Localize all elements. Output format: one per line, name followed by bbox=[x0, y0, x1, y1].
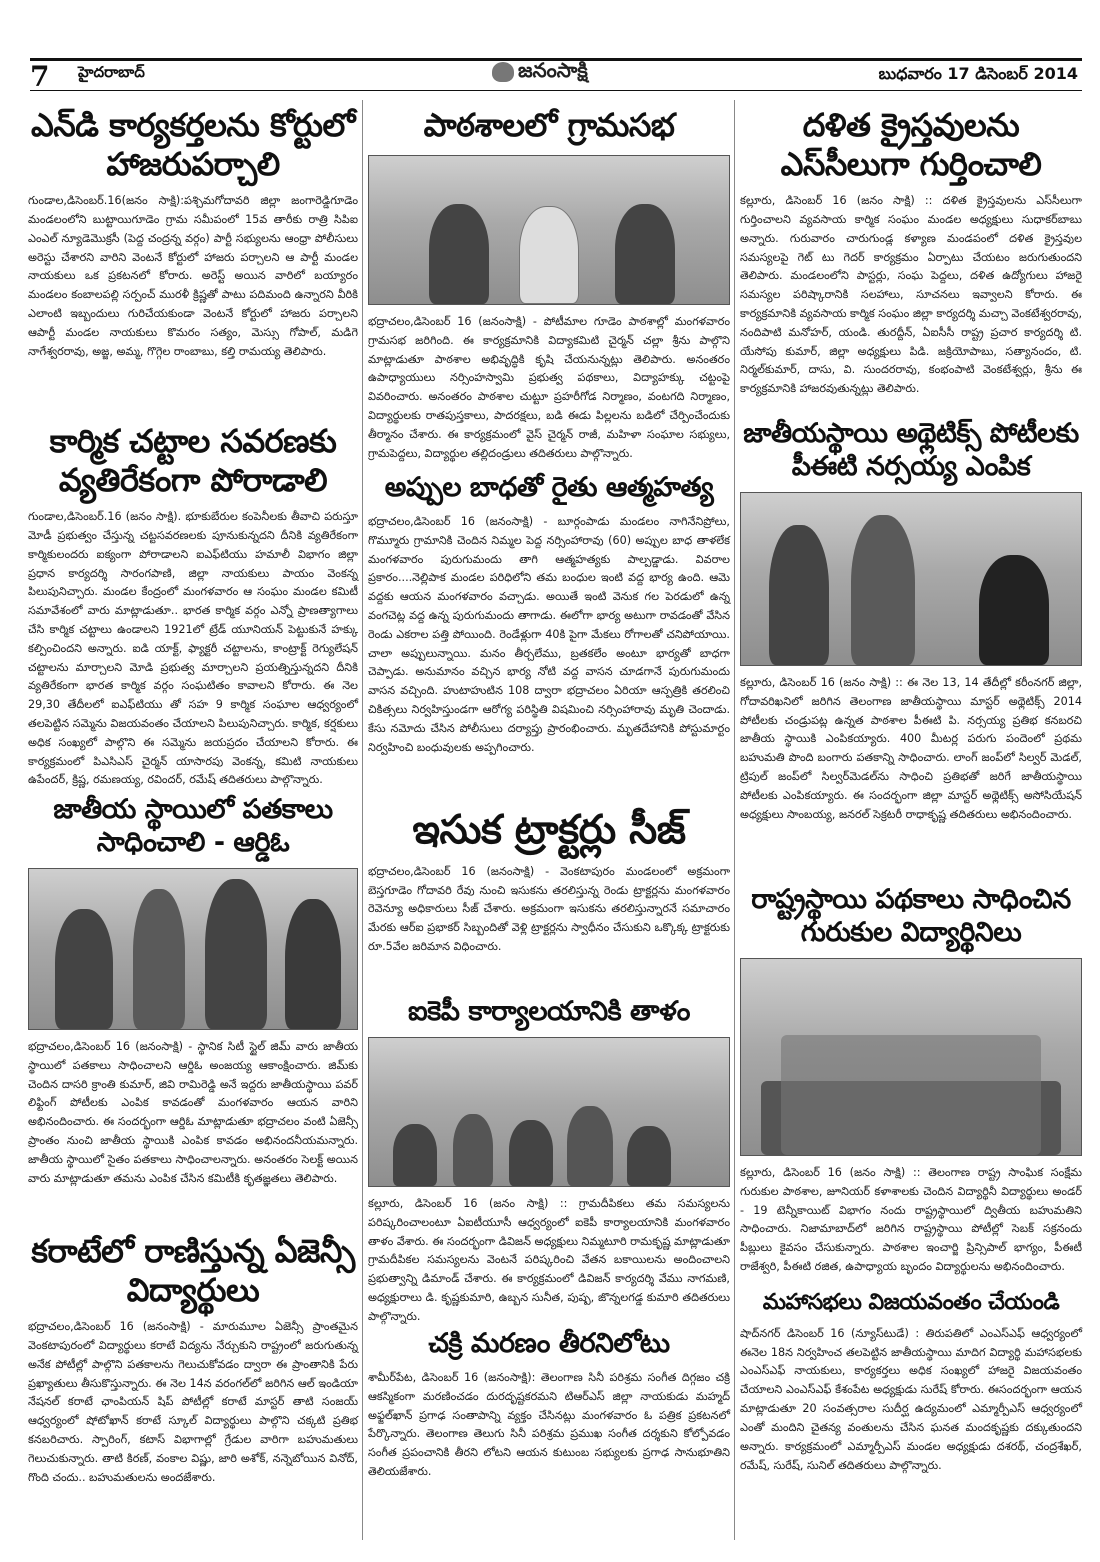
article-body: భద్రాచలం,డిసెంబర్ 16 (జనంసాక్షి) - వెంకటాపురం మండలంలో అక్రమంగా బెస్తగూడెం గోదావరి రేవు నుంచి ఇసుకను తరలిస్తున్న రెండు ట్రాక్టర్లను మంగళవారం రెవెన్యూ అధికారులు సీజ్ చేశారు. అక్రమంగా ఇసుకను తరలిస్తున్నారనే సమాచారం మేరకు ఆర్‌ఐ ప్రభాకర్ సిబ్బందితో వెళ్లి ట్రాక్టర్లను స్వాధీనం చేసుకుని ఒక్కొక్క ట్రాక్టరుకు రూ.5వేల జరిమాన విధించారు. bbox=[368, 864, 730, 954]
article bbox=[740, 418, 1082, 824]
article-body: శామీర్‌పేట, డిసెంబర్ 16 (జనంసాక్షి): తెలంగాణ సినీ పరిశ్రమ సంగీత దిగ్గజం చక్రి ఆకస్మికంగా మరణించడం దురదృష్టకరమని టిఆర్ఎస్ జిల్లా నాయకుడు మహ్మద్ అఫ్జల్‌ఖాన్ ప్రగాఢ సంతాపాన్ని వ్యక్తం చేసినట్లు మంగళవారం ఓ పత్రిక ప్రకటనలో పేర్కొన్నారు. తెలంగాణ తెలుగు సినీ పరిశ్రమ ప్రముఖ సంగీత దర్శకుని కోల్పోవడం సంగీత ప్రపంచానికి తీరని లోటని ఆయన కుటుంబ సభ్యులకు ప్రగాఢ సానుభూతిని తెలియజేశారు. bbox=[368, 1370, 730, 1478]
article-body: భద్రాచలం,డిసెంబర్ 16 (జనంసాక్షి) - బూర్గంపాడు మండలం నాగినేనిప్రోలు, గొమ్మూరు గ్రామానికి చెందిన నిమ్మల పెద్ద నర్సింహారావు (60) అప్పుల బాధ తాళలేక మంగళవారం పురుగుమందు తాగి ఆత్మహత్యకు పాల్పడ్డాడు. వివరాల ప్రకారం....నెల్లిపాక మండల పరిధిలోని తమ బంధుల ఇంటి వద్ద భార్య ఉంది. ఆమె వద్దకు ఆయన మంగళవారం వచ్చాడు. అయితే ఇంటి వెనుక గల పెరడులో ఉన్న వంగచెట్ల వద్ద ఉన్న పురుగుమందు తాగాడు. ఈలోగా భార్య అటుగా రావడంతో వేసిన రెండు ఎకరాల పత్తి పోయింది. రెండేళ్లుగా 40కి పైగా మేకలు రోగాలతో చనిపోయాయి. చాలా అప్పులున్నాయి. మనం తీర్చలేము, బ్రతకలేం అంటూ భార్యతో బాధగా చెప్పాడు. అనుమానం వచ్చిన భార్య నోటి వద్ద వాసన చూడగానే పురుగుమందు వాసన వచ్చింది. హుటాహుటిన 108 ద్వారా భద్రాచలం ఏరియా ఆస్పత్రికి తరలించి చికిత్సలు నిర్వహిస్తుండగా ఆరోగ్య పరిస్థితి విషమించి నర్సింహారావు మృతి చెందాడు. కేసు నమోదు చేసిన పోలీసులు దర్యాప్తు ప్రారంభించారు. మృతదేహానికి పోస్టుమార్టం నిర్వహించి బంధువులకు అప్పగించారు. bbox=[368, 514, 730, 754]
article-body: కల్లూరు, డిసెంబర్ 16 (జనం సాక్షి) :: గ్రామదీపికలు తమ సమస్యలను పరిష్కరించాలంటూ ఏఐటీయూసీ ఆధ్వర్యంలో ఐకెపీ కార్యాలయానికి మంగళవారం తాళం వేశారు. ఈ సందర్భంగా డివిజన్ అధ్యక్షులు నిమ్మటూరి రామకృష్ణ మాట్లాడుతూ గ్రామదీపికల సమస్యలను వెంటనే పరిష్కరించి వేతన బకాయిలను అందించాలని ప్రభుత్వాన్ని డిమాండ్ చేశారు. ఈ కార్యక్రమంలో డివిజన్ కార్యదర్శి వేము నాగమణి, అధ్యక్షురాలు డి. కృష్ణకుమారి, ఉబ్బన సునీత, పుష్ప, జొన్నలగడ్డ కుమారి తదితరులు పాల్గొన్నారు. bbox=[368, 1196, 730, 1323]
masthead bbox=[0, 58, 1100, 96]
article-photo bbox=[740, 958, 1082, 1156]
article bbox=[28, 422, 358, 790]
article-headline: ఇసుక ట్రాక్టర్లు సీజ్ bbox=[412, 807, 686, 853]
article bbox=[28, 794, 358, 1188]
masthead-bottom-rule bbox=[30, 90, 1082, 91]
article-headline: కరాటేలో రాణిస్తున్న ఏజెన్సీ విద్యార్థులు bbox=[31, 1232, 355, 1310]
article-body: భద్రాచలం,డిసెంబర్ 16 (జనంసాక్షి) - పోటీమాల గూడెం పాఠశాల్లో మంగళవారం గ్రామసభ జరిగింది. ఈ కార్యక్రమానికి విద్యాకమిటి చైర్మన్ చల్లా శ్రీను పాల్గొని మాట్లాడుతూ పాఠశాల అభివృద్ధికి కృషి చేయనున్నట్లు తెలిపారు. అనంతరం ఉపాధ్యాయులు నర్సింహస్వామి ప్రభుత్వ పథకాలు, విద్యాహక్కు చట్టంపై వివరించారు. అనంతరం పాఠశాల చుట్టూ ప్రహరీగోడ నిర్మాణం, వంటగది నిర్మాణం, విద్యార్థులకు రాతపుస్తకాలు, పాదరక్షలు, బడి ఈడు పిల్లలను బడిలో చేర్పించేందుకు తీర్మానం చేశారు. ఈ కార్యక్రమంలో వైస్ చైర్మన్ రాజీ, మహిళా సంఘాల సభ్యులు, గ్రామపెద్దలు, విద్యార్థుల తల్లిదండ్రులు తదితరులు పాల్గొన్నారు. bbox=[368, 315, 730, 460]
article-photo bbox=[740, 492, 1082, 666]
article-headline: జాతీయస్థాయి అథ్లెటిక్స్ పోటీలకు పీఈటి నర్సయ్య ఎంపిక bbox=[743, 418, 1079, 482]
article-body: భద్రాచలం,డిసెంబర్ 16 (జనంసాక్షి) - స్థానిక సిటీ స్టైల్ జిమ్ వారు జాతీయ స్థాయిలో పతకాలు సాధించాలని ఆర్డిఓ అంజయ్య ఆకాంక్షించారు. జిమ్‌కు చెందిన దాసరి క్రాంతి కుమార్, జివి రామిరెడ్డి అనే ఇద్దరు జాతీయస్థాయి పవర్ లిఫ్టింగ్ పోటీలకు ఎంపిక కావడంతో మంగళవారం ఆయన వారిని అభినందించారు. ఈ సందర్భంగా ఆర్డిఓ మాట్లాడుతూ భద్రాచలం వంటి ఏజెన్సీ ప్రాంతం నుంచి జాతీయ స్థాయికి ఎంపిక కావడం అభినందనీయమన్నారు. జాతీయ స్థాయిలో సైతం పతకాలు సాధించాలన్నారు. అనంతరం సెలక్ట్ అయిన వారు మాట్లాడుతూ తమను ఎంపిక చేసిన కమిటీకి కృతజ్ఞతలు తెలిపారు. bbox=[28, 1039, 358, 1185]
article bbox=[368, 472, 730, 758]
column-divider bbox=[362, 100, 363, 1540]
article bbox=[740, 1290, 1082, 1475]
article bbox=[368, 1328, 730, 1482]
article-body: కల్లూరు, డిసెంబర్ 16 (జనం సాక్షి) :: ఈ నెల 13, 14 తేదీల్లో కరీంనగర్ జిల్లా, గోదావరిఖనిలో జరిగిన తెలంగాణ జాతీయస్థాయి మాస్టర్ అథ్లెటిక్స్ 2014 పోటీలకు చండ్రుపట్ల ఉన్నత పాఠశాల పీఈటి పి. నర్సయ్య ప్రతిభ కనబరచి జాతీయ స్థాయికి ఎంపికయ్యారు. 400 మీటర్ల పరుగు పందెంలో ప్రథమ బహుమతి పొంది బంగారు పతకాన్ని సాధించారు. లాంగ్ జంప్‌లో సిల్వర్ మెడల్, ట్రిపుల్ జంప్‌లో సిల్వర్‌మెడల్‌ను సాధించి ప్రతిభతో జరిగే జాతీయస్థాయి పోటీలకు ఎంపికయ్యారు. ఈ సందర్భంగా జిల్లా మాస్టర్ అథ్లెటిక్స్ అసోసియేషన్ అధ్యక్షులు సాంబయ్య, జనరల్ సెక్రటరీ రాధాకృష్ణ తదితరులు అభినందించారు. bbox=[740, 675, 1082, 821]
article-body: కల్లూరు, డిసెంబర్ 16 (జనం సాక్షి) :: తెలంగాణ రాష్ట్ర సాంఘిక సంక్షేమ గురుకుల పాఠశాల, జూనియర్ కళాశాలకు చెందిన విద్యార్థినీ విద్యార్థులు అండర్ - 19 టెన్నీకాయిట్ విభాగం నందు రాష్ట్రస్థాయిలో ద్వితీయ బహుమతిని సాధించారు. నిజామాబాద్‌లో జరిగిన రాష్ట్రస్థాయి పోటీల్లో సెబక్ సక్రనందు పీబ్లులు కైవసం చేసుకున్నారు. పాఠశాల ఇంచార్జి ప్రిన్సిపాల్ భాగ్యం, పీఈటీ రాజేశ్వరి, పీఈటి రజిత, ఉపాధ్యాయ బృందం విద్యార్థులను అభినందించారు. bbox=[740, 1165, 1082, 1273]
article-headline: ఎన్‌డి కార్యకర్తలను కోర్టులో హాజరుపర్చాలి bbox=[31, 106, 355, 184]
article-photo bbox=[368, 155, 730, 305]
page-number: 7 bbox=[30, 60, 50, 93]
article-headline: జాతీయ స్థాయిలో పతకాలు సాధించాలి - ఆర్డిఓ bbox=[53, 794, 333, 858]
article-photo bbox=[28, 868, 358, 1030]
article-body: గుండాల,డిసెంబర్.16 (జనం సాక్షి). భూకుబేరుల కంపెనీలకు తీవాచి పరుస్తూ మోడీ ప్రభుత్వం చేస్తున్న చట్టసవరణలకు పూనుకున్నదని దీనికి వ్యతిరేకంగా కార్మికులందరు ఐక్యంగా పోరాడాలని ఐఎఫ్‌టియు హమాలీ విభాగం జిల్లా ప్రధాన కార్యదర్శి సారంగపాణి, జిల్లా నాయకులు పాయం వెంకన్న పిలుపునిచ్చారు. మండల కేంద్రంలో మంగళవారం ఆ సంఘం మండల కమిటీ సమావేశంలో వారు మాట్లాడుతూ.. భారత కార్మిక వర్గం ఎన్నో ప్రాణత్యాగాలు చేసి కార్మిక చట్టాలు ఉండాలని 1921లో ట్రేడ్ యూనియన్ పెట్టుకునే హక్కు కల్పించిందని అన్నారు. ఐడి యాక్ట్, ఫ్యాక్టరీ చట్టాలను, కాంట్రాక్ట్ రెగ్యులేషన్ చట్టాలను మార్చాలని మోడి ప్రభుత్వ మార్చాలని ప్రయత్నిస్తున్నదని దీనికి వ్యతిరేకంగా భారత కార్మిక వర్గం సంఘటితం కావాలని కోరారు. ఈ నెల 29,30 తేదీలలో ఐఎఫ్‌టియు తో సహ 9 కార్మిక సంఘాల ఆధ్వర్యంలో తలపెట్టిన సమ్మెను విజయవంతం చేయాలని పిలుపునిచ్చారు. కార్మిక, కర్షకులు అధిక సంఖ్యలో పాల్గొని ఈ సమ్మెను జయప్రదం చేయాలని కోరారు. ఈ కార్యక్రమంలో పిఎసిఎస్ చైర్మన్ యాసారపు వెంకన్న, కమిటి నాయకులు ఉపేందర్, క్రిష్ణ, రమణయ్య, రవిందర్, రమేష్ తదితరులు పాల్గొన్నారు. bbox=[28, 510, 358, 787]
edition-city: హైదరాబాద్ bbox=[78, 63, 145, 81]
article-body: షాద్‌నగర్ డిసెంబర్ 16 (న్యూస్‌టుడే) : తిరుపతిలో ఎంఎస్ఎఫ్ ఆధ్వర్యంలో ఈనెల 18న నిర్వహించ తలపెట్టిన జాతీయస్థాయి మాదిగ విద్యార్థి మహాసభలకు ఎంఎస్ఎఫ్ నాయకులు, కార్యకర్తలు అధిక సంఖ్యలో హాజరై విజయవంతం చేయాలని ఎంఎస్ఎఫ్ కేశంపేట అధ్యక్షుడు సురేష్ కోరారు. ఈసందర్భంగా ఆయన మాట్లాడుతూ 20 సంవత్సరాల సుదీర్ఘ ఉద్యమంలో ఎమ్మార్పీఎస్ ఆధ్వర్యంలో ఎంతో మందిని చైతన్య వంతులను చేసిన ఘనత మందకృష్ణకు దక్కుతుందని అన్నారు. కార్యక్రమంలో ఎమ్మార్పీఎస్ మండల అధ్యక్షుడు దశరథ్, చంద్రశేఖర్, రమేష్, సురేష్, సునిల్ తదితరులు పాల్గొన్నారు. bbox=[740, 1326, 1082, 1472]
article-headline: చక్రి మరణం తీరనిలోటు bbox=[428, 1328, 670, 1359]
issue-date: బుధవారం 17 డిసెంబర్ 2014 bbox=[878, 64, 1078, 83]
article bbox=[368, 806, 730, 957]
paper-name: జనంసాక్షి bbox=[518, 57, 588, 82]
article-headline: మహాసభలు విజయవంతం చేయండి bbox=[762, 1290, 1060, 1315]
article-headline: ఐకెపీ కార్యాలయానికి తాళం bbox=[408, 996, 690, 1027]
article-headline: కార్మిక చట్టాల సవరణకు వ్యతిరేకంగా పోరాడాలి bbox=[49, 422, 337, 500]
article-headline: దళిత క్రైస్తవులను ఎస్‌సీలుగా గుర్తించాలి bbox=[780, 106, 1042, 184]
article bbox=[28, 106, 358, 361]
article bbox=[740, 106, 1082, 399]
article-body: గుండాల,డిసెంబర్.16(జనం సాక్షి):పశ్చిమగోదావరి జిల్లా జంగారెడ్డిగూడెం మండలంలోని బుట్టాయిగూడెం గ్రామ సమీపంలో 15వ తారీకు రాత్రి సిపిఐ ఎంఎల్ న్యూడెమొక్రసీ (పెద్ద చంద్రన్న వర్గం) పార్టీ సభ్యులను ఆంధ్రా పోలీసులు అరెస్టు చేశారని వారిని వెంటనే కోర్టులో హాజరు పర్చాలని ఆ పార్టీ మండల నాయకులు ఒక ప్రకటనలో కోరారు. అరెస్ట్ అయిన వారిలో బయ్యారం మండలం కంబాలపల్లి సర్పంచ్ మురళీ క్రిష్ణతో పాటు పదిమంది ఉన్నారని వీరికి ఎలాంటి ఇబ్బందులు గురిచేయకుండా వెంటనే కోర్టులో హాజరు పర్చాలని ఆపార్టీ మండల నాయకులు కొమరం సత్యం, మెస్సు గోపాల్, మడిగె నాగేశ్వరరావు, అజ్జ, అమ్మ, గొగ్గెల రాంబాబు, కల్తి రామయ్య తెలిపారు. bbox=[28, 194, 358, 358]
article-headline: రాష్ట్రస్థాయి పథకాలు సాధించిన గురుకుల విద్యార్థినిలు bbox=[751, 884, 1071, 948]
article bbox=[740, 884, 1082, 1277]
article-headline: పాఠశాలలో గ్రామసభ bbox=[423, 106, 675, 144]
article-body: భద్రాచలం,డిసెంబర్ 16 (జనంసాక్షి) - మారుమూల ఏజెన్సీ ప్రాంతమైన వెంకటాపురంలో విద్యార్థులు కరాటే విద్యను నేర్చుకుని రాష్ట్రంలో జరుగుతున్న అనేక పోటీల్లో పాల్గొని పతకాలను గెలుచుకోవడం ద్వారా ఈ ప్రాంతానికి పేరు ప్రఖ్యాతులు తీసుకొస్తున్నారు. ఈ నెల 14న వరంగల్‌లో జరిగిన ఆల్ ఇండియా నేషనల్ కరాటే ఛాంపియన్ షిప్ పోటీల్లో కరాటే మాస్టర్ తాటి సంజయ్ ఆధ్వర్యంలో షోటోఖాన్ కరాటే స్కూల్ విద్యార్థులు పాల్గొని చక్కటి ప్రతిభ కనబరిచారు. స్పారింగ్, కటాస్ విభాగాల్లో గ్రేడుల వారిగా బహుమతులు గెలుచుకున్నారు. తాటి కిరణ్, వంకాల విష్ణు, జారి అశోక్, నన్నెబోయిన వినోద్, గొంది చందు.. బహుమతులను అందజేశారు. bbox=[28, 1320, 358, 1484]
article-body: కల్లూరు, డిసెంబర్ 16 (జనం సాక్షి) :: దళిత క్రైస్తవులను ఎస్‌సీలుగా గుర్తించాలని వ్యవసాయ కార్మిక సంఘం మండల అధ్యక్షులు సుధాకర్‌బాబు అన్నారు. గురువారం చారుగుండ్ల కళ్యాణ మండపంలో దళిత క్రైస్తవుల సమస్యలపై గెట్ టు గెదర్ కార్యక్రమం ఏర్పాటు చేయటం జరుగుతుందని తెలిపారు. మండలంలోని పాస్టర్లు, సంఘ పెద్దలు, దళిత ఉద్యోగులు హాజరై సమస్యల పరిష్కారానికి సలహాలు, సూచనలు ఇవ్వాలని కోరారు. ఈ కార్యక్రమానికి వ్యవసాయ కార్మిక సంఘం జిల్లా కార్యదర్శి మచ్చా వెంకటేశ్వరరావు, నందిపాటి మనోహర్, యండి. తురద్దీన్, ఏఐసీసీ రాష్ట్ర ప్రచార కార్యదర్శి టి. యేసోపు కుమార్, జిల్లా అధ్యక్షులు పిడి. జక్రియోపాబు, సత్యానందం, టి. నిర్మల్‌కుమార్, దాసు, వి. సుందరరావు, కంభంపాటి వెంకటేశ్వర్లు, శ్రీను ఈ కార్యక్రమానికి హాజరవుతున్నట్లు తెలిపారు. bbox=[740, 194, 1082, 396]
column-divider bbox=[734, 100, 735, 1540]
article bbox=[28, 1232, 358, 1487]
article bbox=[368, 996, 730, 1327]
article-photo bbox=[368, 1037, 730, 1187]
paper-logo bbox=[492, 58, 588, 86]
logo-map-icon bbox=[492, 62, 514, 82]
article-headline: అప్పుల బాధతో రైతు ఆత్మహత్య bbox=[384, 472, 714, 503]
article bbox=[368, 106, 730, 464]
